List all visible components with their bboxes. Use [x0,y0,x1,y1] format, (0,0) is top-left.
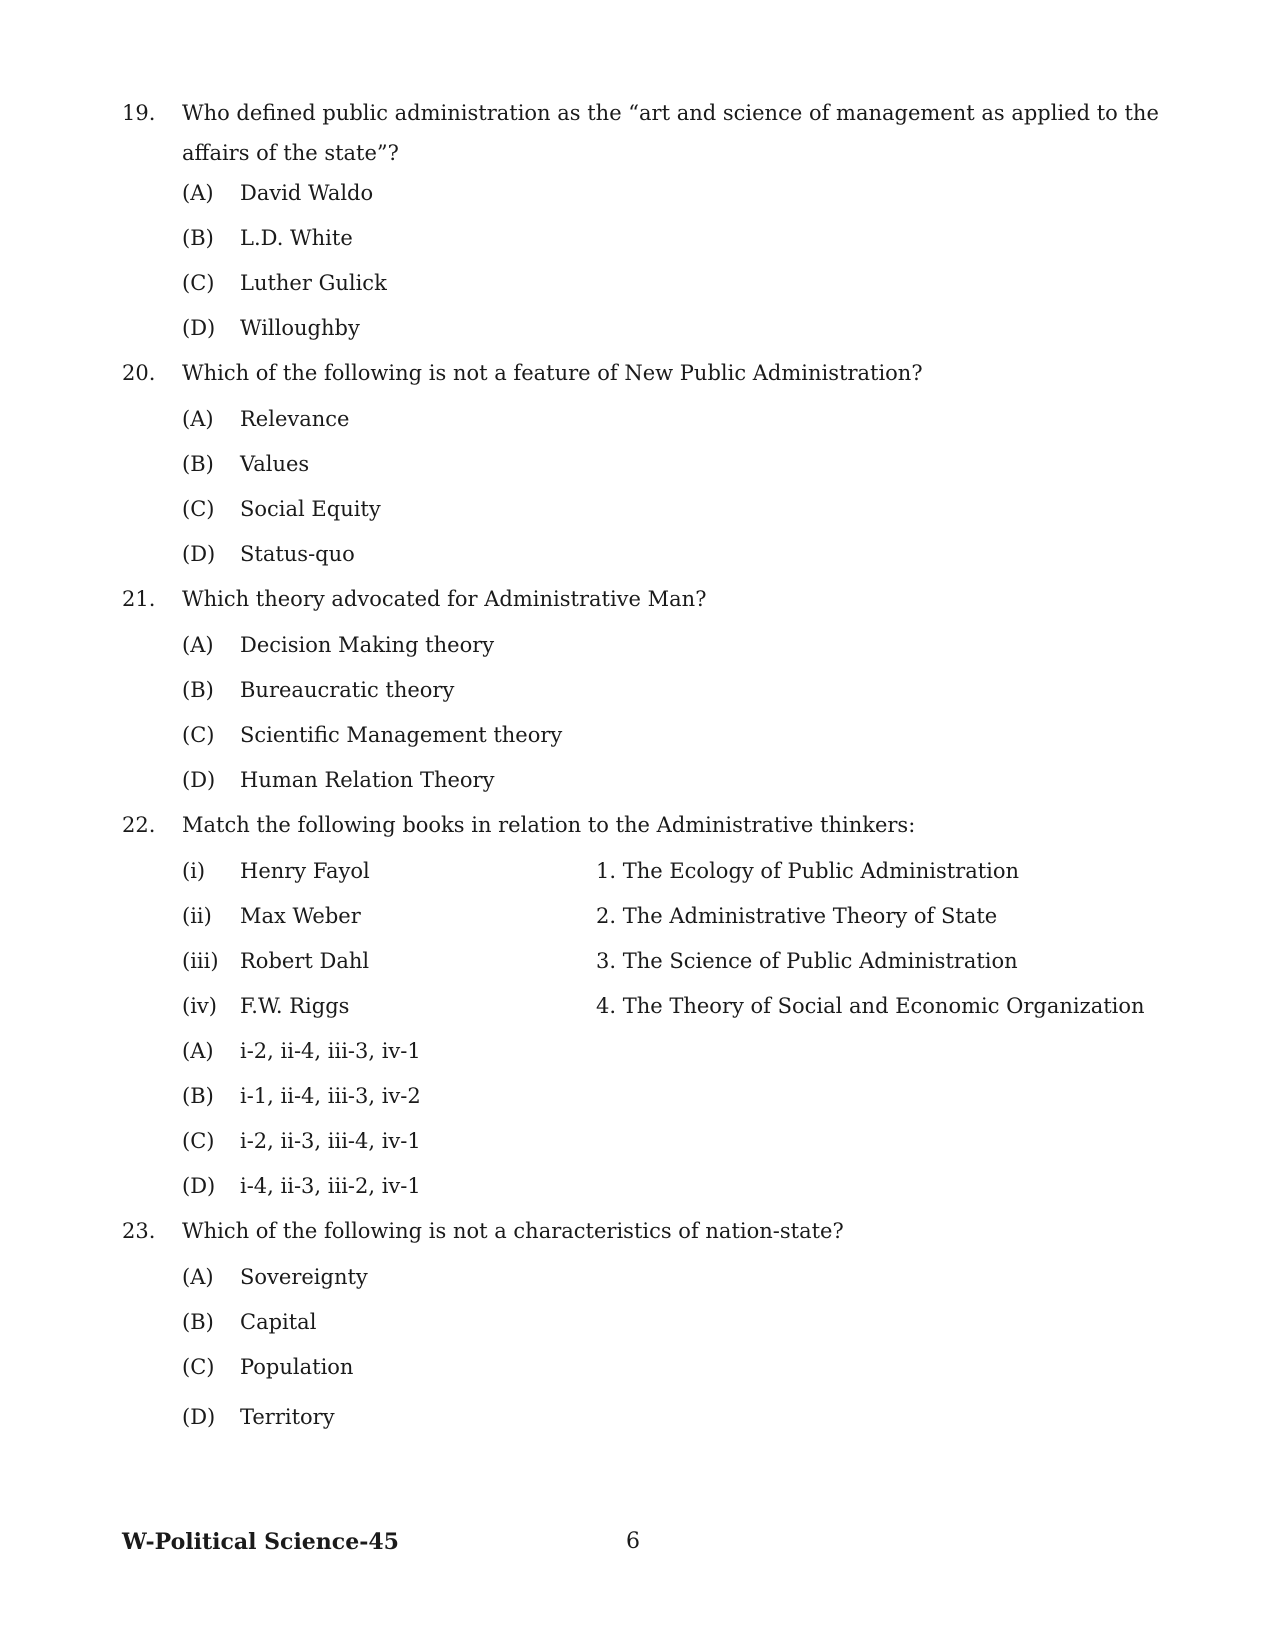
option-text: Luther Gulick [240,271,387,295]
option-label: (D) [182,1174,216,1198]
question-number: 21. [122,587,156,611]
option-label: (C) [182,723,215,747]
option-b [182,675,454,705]
question-text: Match the following books in relation to the Administrative thinkers: [182,813,916,837]
match-thinker: Henry Fayol [240,859,370,883]
question-23 [122,1211,1162,1251]
option-b [182,1081,421,1111]
question-number: 22. [122,813,156,837]
question-text: Who defined public administration as the “art and science of management as applied to the affairs of the state”? [182,101,1159,165]
question-22 [122,805,1162,845]
option-text: i-4, ii-3, iii-2, iv-1 [240,1174,421,1198]
option-text: Status-quo [240,542,355,566]
option-text: Territory [240,1405,335,1429]
option-c [182,268,387,298]
option-d [182,765,494,795]
option-text: Capital [240,1310,317,1334]
paper-code: W-Political Science-45 [122,1529,399,1555]
option-a [182,630,494,660]
option-text: i-2, ii-3, iii-4, iv-1 [240,1129,421,1153]
question-number: 20. [122,361,156,385]
match-thinker: Max Weber [240,904,361,928]
match-label: (i) [182,859,206,883]
match-left-item [182,856,370,886]
match-thinker: Robert Dahl [240,949,370,973]
option-label: (C) [182,497,215,521]
option-label: (D) [182,768,216,792]
option-label: (C) [182,1355,215,1379]
option-label: (B) [182,452,214,476]
question-number: 19. [122,101,156,125]
option-text: Bureaucratic theory [240,678,455,702]
option-text: Relevance [240,407,350,431]
match-label: (ii) [182,904,212,928]
match-left-item [182,901,361,931]
option-b [182,449,309,479]
option-text: Scientific Management theory [240,723,563,747]
option-text: David Waldo [240,181,374,205]
option-label: (D) [182,542,216,566]
question-text: Which of the following is not a characteristics of nation-state? [182,1219,844,1243]
option-label: (A) [182,1265,214,1289]
match-book: 1. The Ecology of Public Administration [596,859,1020,883]
match-book: 2. The Administrative Theory of State [596,904,998,928]
option-text: Social Equity [240,497,381,521]
option-label: (A) [182,407,214,431]
option-label: (D) [182,316,216,340]
option-d [182,313,360,343]
option-label: (A) [182,1039,214,1063]
option-text: Human Relation Theory [240,768,495,792]
match-label: (iii) [182,949,219,973]
option-text: Decision Making theory [240,633,495,657]
option-label: (D) [182,1405,216,1429]
question-number: 23. [122,1219,156,1243]
option-c [182,720,562,750]
option-text: i-2, ii-4, iii-3, iv-1 [240,1039,421,1063]
option-a [182,1262,368,1292]
option-a [182,404,349,434]
match-thinker: F.W. Riggs [240,994,350,1018]
question-text: Which of the following is not a feature of New Public Administration? [182,361,923,385]
option-text: Sovereignty [240,1265,368,1289]
option-label: (B) [182,678,214,702]
option-c [182,1126,421,1156]
match-left-item [182,946,369,976]
option-label: (B) [182,1084,214,1108]
option-b [182,223,353,253]
option-label: (B) [182,226,214,250]
option-label: (A) [182,633,214,657]
option-label: (A) [182,181,214,205]
option-b [182,1307,316,1337]
option-text: Willoughby [240,316,360,340]
option-c [182,494,381,524]
page-number: 6 [626,1529,640,1554]
option-text: L.D. White [240,226,353,250]
option-label: (C) [182,271,215,295]
match-label: (iv) [182,994,217,1018]
option-c [182,1352,353,1382]
question-21 [122,579,1162,619]
option-d [182,1402,335,1432]
question-19 [122,93,1162,173]
option-a [182,178,373,208]
match-left-item [182,991,349,1021]
match-book: 4. The Theory of Social and Economic Organization [596,994,1145,1018]
question-text: Which theory advocated for Administrative Man? [182,587,707,611]
option-text: Values [240,452,310,476]
option-a [182,1036,421,1066]
option-label: (B) [182,1310,214,1334]
option-label: (C) [182,1129,215,1153]
option-text: Population [240,1355,354,1379]
match-book: 3. The Science of Public Administration [596,949,1018,973]
option-text: i-1, ii-4, iii-3, iv-2 [240,1084,421,1108]
question-20 [122,353,1162,393]
option-d [182,539,355,569]
option-d [182,1171,421,1201]
